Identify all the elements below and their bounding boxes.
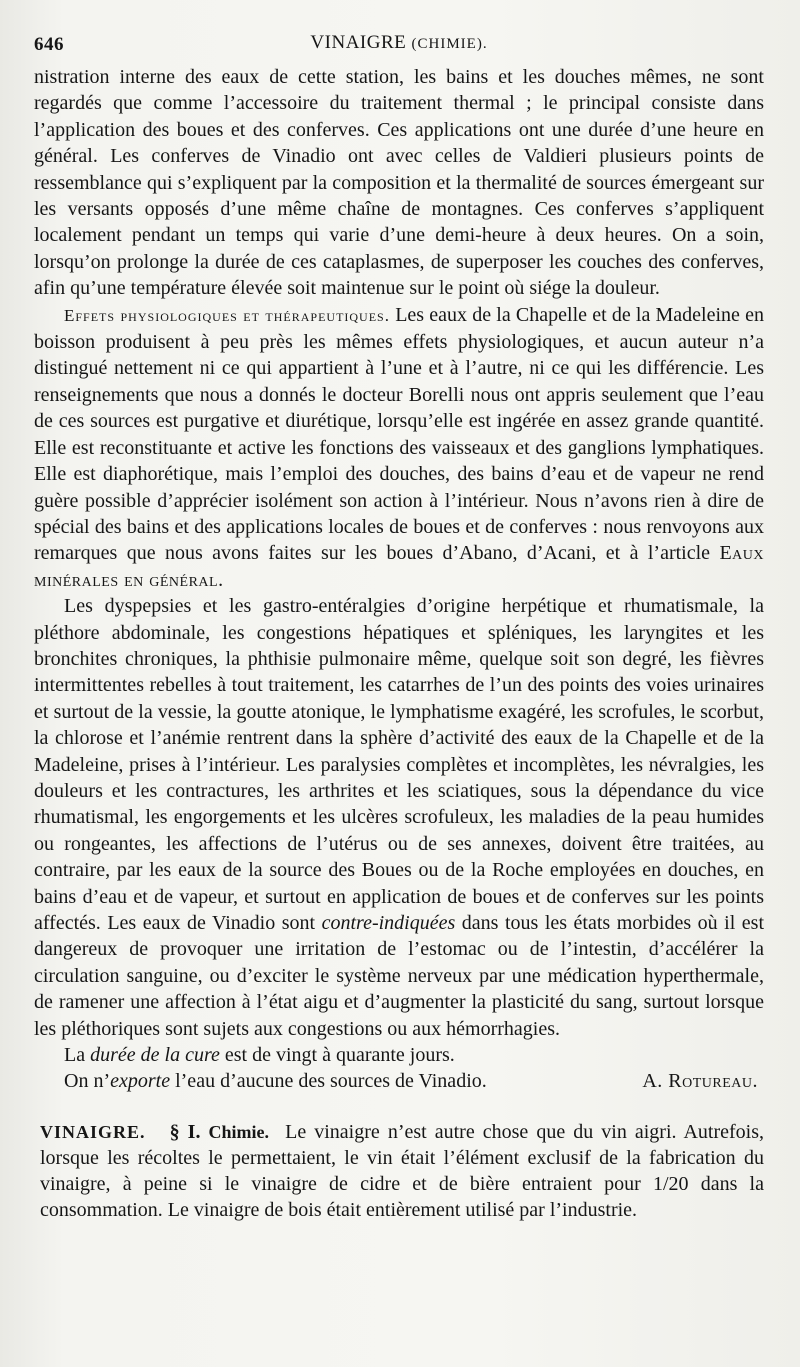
export-text-start: On n’ — [64, 1070, 111, 1093]
author-signature: A. Rotureau. — [642, 1070, 758, 1093]
effects-text: Les eaux de la Chapelle et de la Madeleine en boisson produisent à peu près les mêmes effets physiologiques, et aucun auteur n’a distingué nettement ni ce qui appartient à l’une et à l’autre, ni ce qui les différencie. Les renseignements que nous a donnés le docteur Borelli nous ont appris seulement que l’eau de ces sources est purgative et diurétique, lorsqu’elle est ingérée en assez grande quantité. Elle est reconstituante et active les fonctions des vaisseaux et des ganglions lymphatiques. Elle est diaphorétique, mais l’emploi des douches, des bains d’eau et de vapeur ne rend guère possible d’apprécier isolément son action à l’intérieur. Nous n’avons rien à dire de spécial des bains et des applications locales de boues et de conferves : nous renvoyons aux remarques que nous avons faites sur les boues d’Abano, d’Acani, et à l’article — [34, 303, 765, 565]
section-mark: § I. — [169, 1120, 201, 1143]
section-heading-effects: Effets physiologiques et thérapeutiques. — [64, 305, 390, 325]
page-number: 646 — [34, 34, 64, 55]
paragraph-effects — [34, 302, 764, 593]
article-text: Le vinaigre n’est autre chose que du vin aigri. Autrefois, lorsque les récoltes le permettaient, le vin était l’élément exclusif de la fabrication du vinaigre, à peine si le vinaigre de cidre et de bière entraient pour 1/20 dans la consommation. Le vinaigre de bois était entièrement utilisé par l’industrie. — [40, 1120, 765, 1221]
paragraph-duration — [34, 1042, 764, 1068]
article-vinaigre — [34, 1119, 764, 1223]
indications-text-end: dans tous les états morbides où il est dangereux de provoquer une irritation de l’estomac ou de l’intestin, d’accélérer la circulation sanguine, ou d’exciter le système nerveux par une médication hyperthermale, de ramener une affection à l’état aigu et d’augmenter la plasticité du sang, surtout lorsque les pléthoriques sont sujets aux congestions ou aux hémorrhagies. — [34, 912, 765, 1040]
running-title-main: VINAIGRE — [310, 32, 407, 53]
entry-headword: VINAIGRE. — [40, 1121, 146, 1142]
paragraph-indications — [34, 593, 764, 1042]
export-term: exporte — [110, 1070, 171, 1093]
duration-text-end: est de vingt à quarante jours. — [224, 1044, 455, 1067]
export-text-end: l’eau d’aucune des sources de Vinadio. — [175, 1070, 487, 1093]
section-name: Chimie. — [208, 1121, 270, 1142]
duration-text-start: La — [64, 1044, 86, 1067]
running-head — [34, 30, 764, 64]
effects-text-end: . — [218, 568, 224, 591]
contraindicated-term: contre-indiquées — [321, 912, 456, 934]
indications-text: Les dyspepsies et les gastro-entéralgies d’origine herpétique et rhumatismale, la pléthore abdominale, les congestions hépatiques et spléniques, les laryngites et les bronchites chroniques, la phthisie pulmonaire même, quelque soit son degré, les fièvres intermittentes rebelles à tout traitement, les catarrhes de l’un des points des voies urinaires et surtout de la vessie, la goutte atonique, le lymphatisme exagéré, les scrofules, le scorbut, la chlorose et l’anémie rentrent dans la sphère d’activité des eaux de la Chapelle et de la Madeleine, prises à l’intérieur. Les paralysies complètes et incomplètes, les névralgies, les douleurs et les contractures, les arthrites et les sciatiques, sous la dépendance du vice rhumatismal, les engorgements et les ulcères scrofuleux, les maladies de la peau humides ou rongeantes, les affections de l’utérus ou de ses annexes, doivent être traitées, au contraire, par les eaux de la source des Boues ou de la Roche employées en douches, en bains d’eau et de vapeur, et surtout en application de boues et de conferves sur les points affectés. Les eaux de Vinadio sont — [34, 595, 764, 934]
paragraph-export — [34, 1068, 764, 1094]
duration-term: durée de la cure — [90, 1044, 220, 1067]
running-title — [34, 32, 764, 54]
running-title-sub: (CHIMIE). — [411, 36, 488, 52]
paragraph-continued: nistration interne des eaux de cette station, les bains et les douches mêmes, ne sont regardés que comme l’accessoire du traitement thermal ; le principal consiste dans l’application des boues et des conferves. Ces applications ont une durée d’une heure en général. Les conferves de Vinadio ont avec celles de Valdieri plusieurs points de ressemblance qui s’expliquent par la composition et la thermalité de sources émergeant sur les versants opposés d’une même chaîne de montagnes. Ces conferves s’appliquent localement pendant un temps qui varie d’une demi-heure à deux heures. On a soin, lorsqu’on prolonge la durée de ces cataplasmes, de superposer les couches des conferves, afin qu’une température élevée soit maintenue sur le point où siége la douleur. — [34, 66, 764, 300]
cross-reference: Eaux minérales en général — [34, 542, 765, 591]
